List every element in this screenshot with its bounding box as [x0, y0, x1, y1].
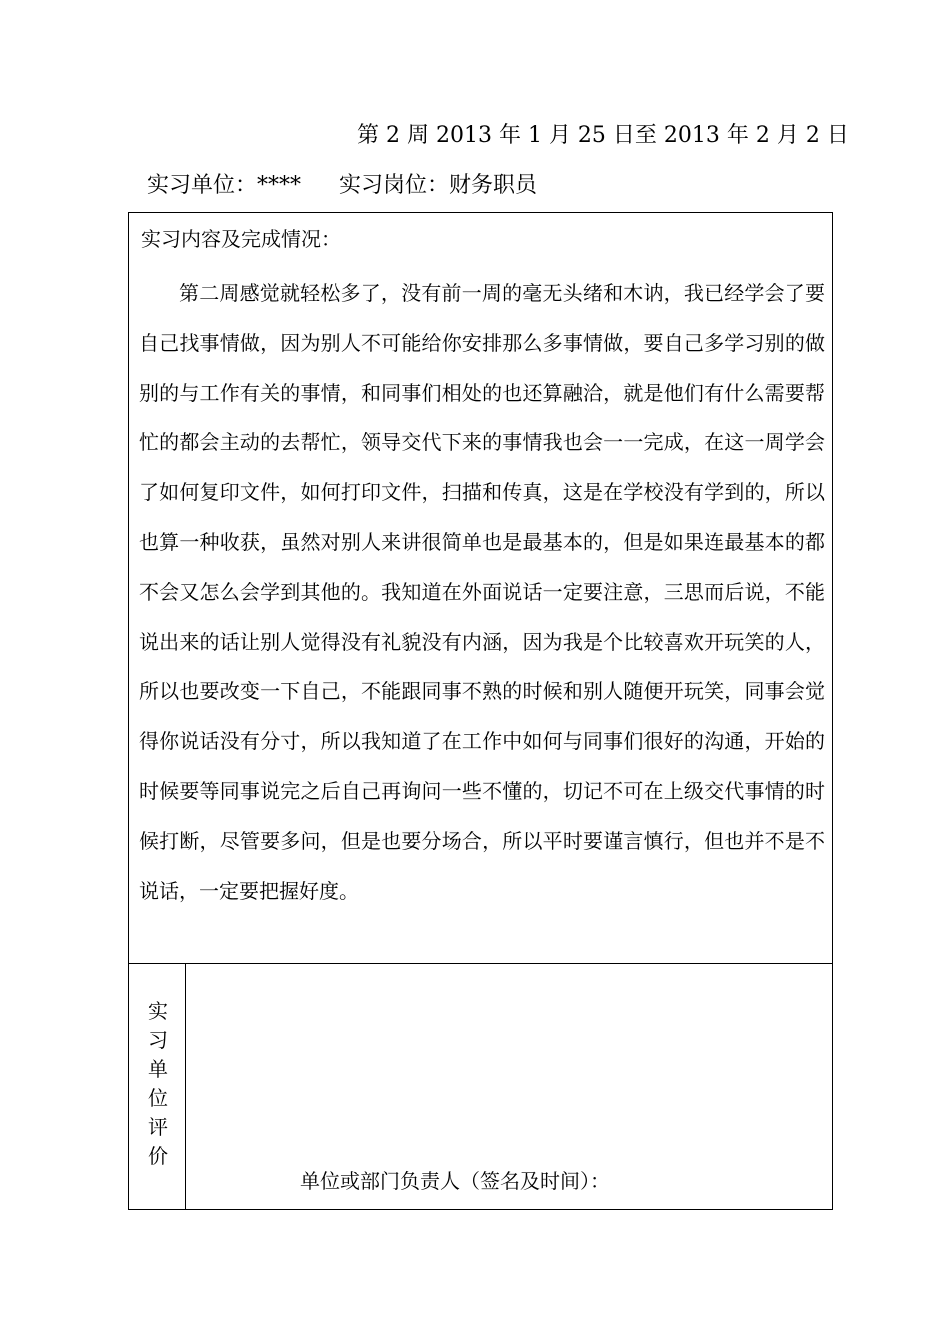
evaluation-label: 实习单位评价 — [148, 999, 168, 1168]
content-heading: 实习内容及完成情况： — [141, 227, 341, 251]
internship-unit: 实习单位：**** — [147, 173, 302, 198]
column-divider — [185, 963, 186, 1210]
content-body: 第二周感觉就轻松多了，没有前一周的毫无头绪和木讷，我已经学会了要自己找事情做，因为别人不可能给你安排那么多事情做，要自己多学习别的做别的与工作有关的事情，和同事们相处的也还算融洽，就是他们有什么需要帮忙的都会主动的去帮忙，领导交代下来的事情我也会一一完成，在这一周学会了如何复印文件，如何打印文件，扫描和传真，这是在学校没有学到的，所以也算一种收获，虽然对别人来讲很简单也是最基本的，但是如果连最基本的都不会又怎么会学到其他的。我知道在外面说话一定要注意，三思而后说，不能说出来的话让别人觉得没有礼貌没有内涵，因为我是个比较喜欢开玩笑的人，所以也要改变一下自己，不能跟同事不熟的时候和别人随便开玩笑，同事会觉得你说话没有分寸，所以我知道了在工作中如何与同事们很好的沟通，开始的时候要等同事说完之后自己再询问一些不懂的，切记不可在上级交代事情的时候打断，尽管要多问，但是也要分场合，所以平时要谨言慎行，但也并不是不说话，一定要把握好度。 — [139, 281, 825, 903]
row-divider — [129, 963, 832, 964]
internship-info-line — [147, 171, 537, 201]
report-table — [128, 212, 833, 1210]
internship-post: 实习岗位：财务职员 — [339, 173, 538, 198]
signature-line: 单位或部门负责人（签名及时间）： — [300, 1169, 610, 1193]
week-date-range: 第 2 周 2013 年 1 月 25 日至 2013 年 2 月 2 日 — [357, 123, 849, 148]
